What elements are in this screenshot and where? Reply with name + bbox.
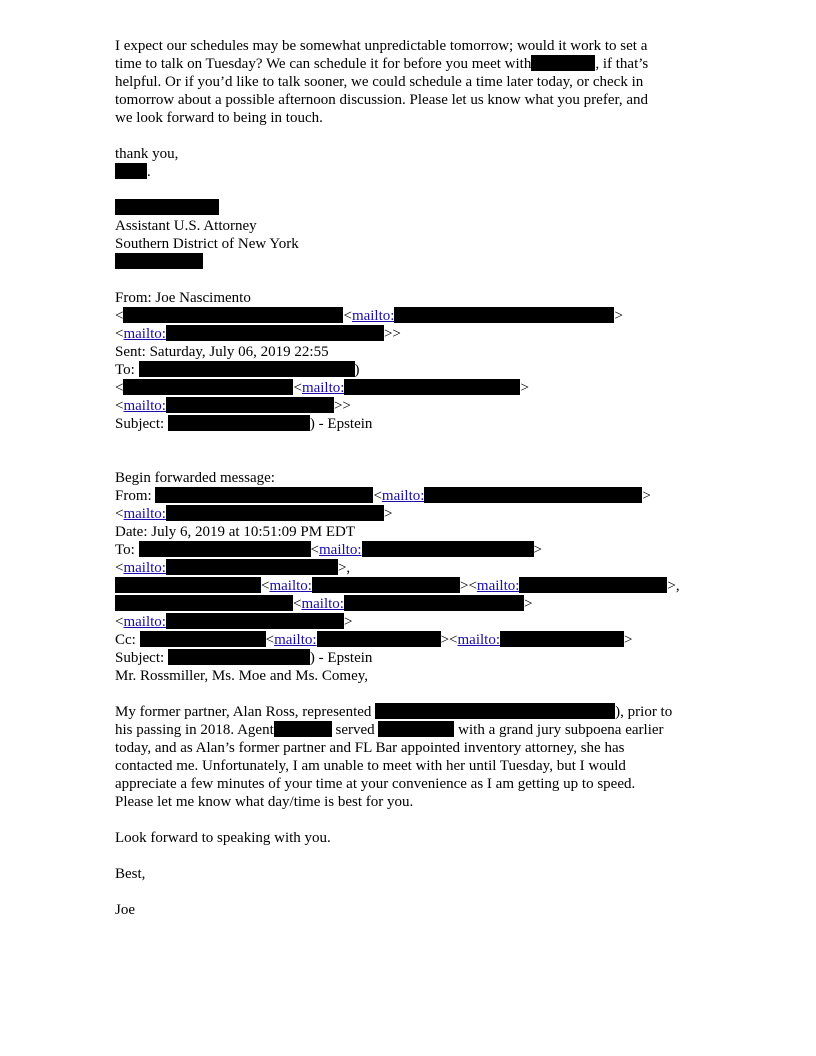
forward-to-3: [115, 577, 715, 595]
text: Best,: [115, 866, 146, 882]
text: <: [343, 308, 352, 324]
text: today, and as Alan’s former partner and FL Bar appointed inventory attorney, she has: [115, 740, 625, 756]
forward-to-4: [115, 595, 715, 613]
mailto-link[interactable]: mailto:: [123, 398, 166, 414]
mailto-link[interactable]: mailto:: [123, 506, 166, 522]
mailto-link[interactable]: mailto:: [476, 578, 520, 594]
text: Sent: Saturday, July 06, 2019 22:55: [115, 344, 329, 360]
header1-to: [115, 361, 715, 379]
contact-line: [115, 253, 715, 271]
intro-line-1: [115, 37, 715, 55]
forward-to-5: [115, 613, 715, 631]
text: My former partner, Alan Ross, represented: [115, 704, 376, 720]
text: Begin forwarded message:: [115, 470, 275, 486]
body-line-2: [115, 721, 715, 739]
mailto-link[interactable]: mailto:: [301, 380, 345, 396]
body-line-3: [115, 739, 715, 757]
mailto-link[interactable]: mailto:: [381, 488, 425, 504]
text: <: [261, 578, 270, 594]
text: Look forward to speaking with you.: [115, 830, 331, 846]
text: with a grand jury subpoena earlier: [454, 722, 664, 738]
text: <: [265, 632, 275, 648]
redaction: [166, 397, 334, 413]
text: Cc:: [115, 632, 140, 648]
mailto-link[interactable]: mailto:: [123, 560, 166, 576]
text: <: [115, 560, 124, 576]
text: <: [293, 596, 302, 612]
redaction: [115, 253, 203, 269]
text: thank you,: [115, 146, 179, 162]
text: Southern District of New York: [115, 236, 299, 252]
mailto-link[interactable]: mailto:: [269, 578, 312, 594]
redaction: [115, 577, 261, 593]
mailto-link[interactable]: mailto:: [274, 632, 317, 648]
text: ) - Epstein: [309, 416, 373, 432]
redaction: [168, 649, 310, 665]
text: Subject:: [115, 650, 168, 666]
redaction: [140, 631, 266, 647]
mailto-link[interactable]: mailto:: [301, 596, 344, 612]
text: ) - Epstein: [309, 650, 373, 666]
redaction: [168, 415, 310, 431]
text: >,: [337, 560, 351, 576]
body-line-1: [115, 703, 715, 721]
redaction: [139, 361, 355, 377]
redaction: [274, 721, 332, 737]
closing-line-2: [115, 865, 715, 883]
text: his passing in 2018. Agent: [115, 722, 274, 738]
redaction: [115, 595, 293, 611]
text: <: [310, 542, 320, 558]
text: Date: July 6, 2019 at 10:51:09 PM EDT: [115, 524, 355, 540]
text: Assistant U.S. Attorney: [115, 218, 257, 234]
text: <: [293, 380, 302, 396]
text: >: [533, 542, 542, 558]
text: >: [383, 506, 393, 522]
thanks-line: [115, 145, 715, 163]
mailto-link[interactable]: mailto:: [351, 308, 395, 324]
intro-line-2: [115, 55, 715, 73]
forward-cc: [115, 631, 715, 649]
redaction: [123, 307, 343, 323]
redaction: [531, 55, 595, 71]
closing-line-1: [115, 829, 715, 847]
text: >: [520, 380, 529, 396]
text: <: [115, 308, 124, 324]
redaction: [166, 559, 338, 575]
text: Please let me know what day/time is best for you.: [115, 794, 414, 810]
text: >: [343, 614, 353, 630]
forward-greeting: [115, 667, 715, 685]
forward-to-2: [115, 559, 715, 577]
redaction: [519, 577, 667, 593]
body-line-5: [115, 775, 715, 793]
text: , if that’s: [595, 56, 649, 72]
text: >>: [383, 326, 401, 342]
header1-subject: [115, 415, 715, 433]
text: <: [115, 506, 124, 522]
redaction: [166, 613, 344, 629]
redaction: [115, 163, 147, 179]
text: >: [523, 596, 533, 612]
name-line: [115, 199, 715, 217]
title-line: [115, 217, 715, 235]
header1-from: [115, 289, 715, 307]
redaction: [115, 199, 219, 215]
text: Mr. Rossmiller, Ms. Moe and Ms. Comey,: [115, 668, 369, 684]
header1-from-address-2: [115, 325, 715, 343]
text: >: [642, 488, 651, 504]
redaction: [166, 505, 384, 521]
text: >: [459, 578, 469, 594]
text: .: [147, 164, 151, 180]
text: >,: [667, 578, 680, 594]
body-line-6: [115, 793, 715, 811]
redaction: [139, 541, 311, 557]
text: served: [331, 722, 379, 738]
office-line: [115, 235, 715, 253]
forward-date: [115, 523, 715, 541]
redaction: [123, 379, 293, 395]
header1-sent: [115, 343, 715, 361]
redaction: [344, 379, 520, 395]
text: From: Joe Nascimento: [115, 290, 251, 306]
intro-line-3: [115, 73, 715, 91]
intro-line-5: [115, 109, 715, 127]
mailto-link[interactable]: mailto:: [123, 614, 166, 630]
redaction: [312, 577, 460, 593]
redaction: [317, 631, 441, 647]
text: <: [468, 578, 477, 594]
forward-begin: [115, 469, 715, 487]
text: >: [440, 632, 450, 648]
text: time to talk on Tuesday? We can schedule it for before you meet with: [115, 56, 532, 72]
redaction: [378, 721, 454, 737]
forward-from: [115, 487, 715, 505]
email-document: [115, 37, 715, 919]
text: <: [115, 326, 124, 342]
intro-line-4: [115, 91, 715, 109]
redaction: [344, 595, 524, 611]
mailto-link[interactable]: mailto:: [123, 326, 166, 342]
text: >>: [333, 398, 351, 414]
text: ): [354, 362, 360, 378]
text: we look forward to being in touch.: [115, 110, 323, 126]
text: helpful. Or if you’d like to talk sooner, we could schedule a time later today, or check in: [115, 74, 644, 90]
text: appreciate a few minutes of your time at your convenience as I am getting up to speed.: [115, 776, 636, 792]
text: <: [449, 632, 458, 648]
text: <: [115, 380, 124, 396]
text: From:: [115, 488, 156, 504]
mailto-link[interactable]: mailto:: [457, 632, 500, 648]
text: Joe: [115, 902, 135, 918]
forward-from-2: [115, 505, 715, 523]
initials-line: [115, 163, 715, 181]
redaction: [166, 325, 384, 341]
text: tomorrow about a possible afternoon discussion. Please let us know what you prefer, and: [115, 92, 649, 108]
body-line-4: [115, 757, 715, 775]
forward-to: [115, 541, 715, 559]
text: Subject:: [115, 416, 168, 432]
text: <: [373, 488, 382, 504]
text: To:: [115, 362, 139, 378]
header1-from-address: [115, 307, 715, 325]
text: <: [115, 398, 124, 414]
redaction: [155, 487, 373, 503]
redaction: [394, 307, 614, 323]
header1-to-address-2: [115, 397, 715, 415]
text: To:: [115, 542, 139, 558]
redaction: [375, 703, 615, 719]
text: <: [115, 614, 124, 630]
mailto-link[interactable]: mailto:: [319, 542, 362, 558]
signature: [115, 901, 715, 919]
forward-subject: [115, 649, 715, 667]
text: >: [624, 632, 633, 648]
redaction: [424, 487, 642, 503]
text: ), prior to: [615, 704, 673, 720]
text: I expect our schedules may be somewhat unpredictable tomorrow; would it work to set a: [115, 38, 648, 54]
header1-to-address: [115, 379, 715, 397]
text: contacted me. Unfortunately, I am unable to meet with her until Tuesday, but I would: [115, 758, 626, 774]
redaction: [500, 631, 624, 647]
text: >: [614, 308, 623, 324]
redaction: [362, 541, 534, 557]
